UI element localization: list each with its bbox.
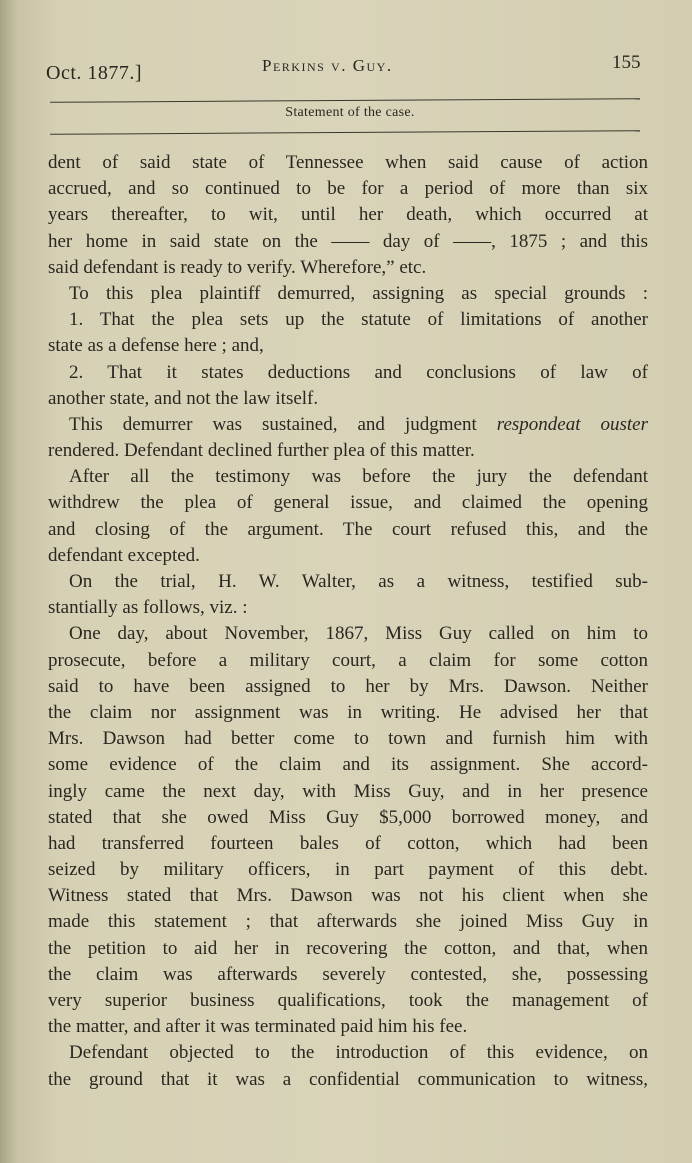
text-line: After all the testimony was before the jury the defendant bbox=[69, 466, 648, 488]
text-line: the matter, and after it was terminated paid him his fee. bbox=[48, 1016, 468, 1038]
text-line: 1. That the plea sets up the statute of limitations of another bbox=[69, 309, 648, 331]
text-line: Defendant objected to the introduction of this evidence, on bbox=[69, 1042, 648, 1064]
header-rule-bottom bbox=[50, 130, 640, 135]
text-line: seized by military officers, in part payment of this debt. bbox=[48, 859, 648, 881]
text-line: her home in said state on the —— day of ——, 1875 ; and this bbox=[48, 230, 648, 252]
text-line: some evidence of the claim and its assignment. She accord- bbox=[48, 754, 648, 776]
header-date: Oct. 1877.] bbox=[46, 62, 143, 84]
text-line: dent of said state of Tennessee when said cause of action bbox=[48, 152, 648, 173]
section-subheading: Statement of the case. bbox=[285, 105, 415, 120]
text-line: withdrew the plea of general issue, and claimed the opening bbox=[48, 492, 648, 514]
header-rule-top bbox=[50, 98, 640, 103]
text-line: Mrs. Dawson had better come to town and furnish him with bbox=[48, 728, 648, 750]
text-line: 2. That it states deductions and conclusions of law of bbox=[69, 361, 648, 383]
text-line: the claim nor assignment was in writing. He advised her that bbox=[48, 701, 648, 723]
text-line: very superior business qualifications, took the management of bbox=[48, 990, 648, 1011]
text-line-roman: This demurrer was sustained, and judgment bbox=[69, 413, 497, 435]
text-line: prosecute, before a military court, a claim for some cotton bbox=[48, 649, 648, 671]
text-line: had transferred fourteen bales of cotton, which had been bbox=[48, 832, 648, 854]
text-line: the petition to aid her in recovering the cotton, and that, when bbox=[48, 937, 648, 959]
text-line: ingly came the next day, with Miss Guy, and in her presence bbox=[48, 780, 648, 802]
body-text bbox=[48, 150, 648, 1093]
text-line: defendant excepted. bbox=[48, 544, 200, 566]
text-line: Witness stated that Mrs. Dawson was not his client when she bbox=[48, 885, 648, 907]
text-line: accrued, and so continued to be for a period of more than six bbox=[48, 178, 648, 200]
page-number: 155 bbox=[612, 52, 641, 73]
text-line: another state, and not the law itself. bbox=[48, 387, 319, 409]
text-line: One day, about November, 1867, Miss Guy called on him to bbox=[69, 623, 648, 645]
text-line: stantially as follows, viz. : bbox=[48, 597, 248, 619]
text-line: state as a defense here ; and, bbox=[48, 335, 264, 357]
text-line bbox=[48, 412, 648, 438]
header-case-title: Perkins v. Guy. bbox=[262, 56, 393, 75]
text-line: the ground that it was a confidential communication to witness, bbox=[48, 1068, 648, 1090]
text-line: To this plea plaintiff demurred, assigning as special grounds : bbox=[69, 282, 648, 304]
text-line: made this statement ; that afterwards she joined Miss Guy in bbox=[48, 911, 648, 933]
running-header bbox=[0, 48, 692, 88]
text-line: said to have been assigned to her by Mrs. Dawson. Neither bbox=[48, 675, 648, 697]
text-line: years thereafter, to wit, until her death, which occurred at bbox=[48, 204, 648, 226]
text-line: stated that she owed Miss Guy $5,000 borrowed money, and bbox=[48, 806, 648, 828]
text-line-italic: respondeat ouster bbox=[496, 413, 648, 435]
text-line: and closing of the argument. The court refused this, and the bbox=[48, 518, 648, 540]
text-line: the claim was afterwards severely contested, she, possessing bbox=[48, 963, 648, 985]
text-line: rendered. Defendant declined further plea of this matter. bbox=[48, 440, 475, 462]
text-line: On the trial, H. W. Walter, as a witness, testified sub- bbox=[69, 571, 648, 592]
text-line: said defendant is ready to verify. Wherefore,” etc. bbox=[48, 256, 427, 278]
